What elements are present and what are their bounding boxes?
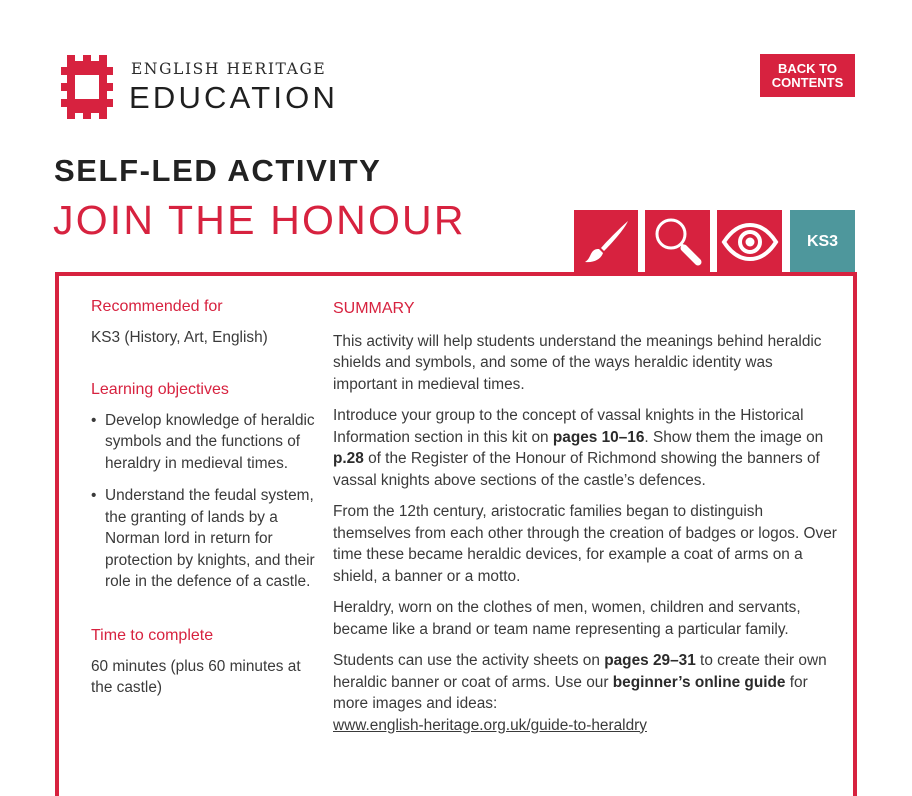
art-category-badge — [574, 210, 638, 273]
magnifying-glass-icon — [651, 215, 705, 269]
objective-item: • Develop knowledge of heraldic symbols and the functions of heraldry in medieval times. — [91, 410, 316, 475]
brand-division: EDUCATION — [129, 80, 339, 115]
back-button-line2: CONTENTS — [771, 74, 844, 90]
summary-paragraph: Heraldry, worn on the clothes of men, women, children and servants, became like a brand or team name representing a particular family. — [333, 599, 801, 638]
summary-paragraph: This activity will help students understand the meanings behind heraldic shields and symbols, and some of the ways heraldic identity was important in medieval times. — [333, 332, 822, 393]
summary-paragraph — [333, 650, 838, 736]
page-title: JOIN THE HONOUR — [53, 197, 466, 243]
text-run: for more images and ideas: — [333, 673, 808, 712]
page-reference: pages 29–31 — [604, 652, 696, 669]
activity-details — [91, 298, 316, 723]
back-button-line1: BACK TO — [778, 60, 837, 76]
objectives-heading: Learning objectives — [91, 380, 229, 398]
summary-heading: SUMMARY — [333, 300, 415, 317]
objective-item: • Understand the feudal system, the granting of lands by a Norman lord in return for protection by knights, and their role in the defence of a castle. — [91, 485, 316, 593]
page-reference: pages 10–16 — [552, 428, 645, 446]
time-heading: Time to complete — [91, 626, 214, 644]
summary-paragraph — [333, 405, 838, 491]
recommended-value: KS3 (History, Art, English) — [91, 329, 268, 346]
text-run: Introduce your group to the concept of vassal knights in the Historical Information section in this kit on — [333, 407, 804, 446]
summary-section — [333, 298, 838, 746]
objectives-list — [91, 410, 316, 593]
paintbrush-icon — [581, 217, 631, 267]
eye-icon — [721, 222, 779, 262]
recommended-heading: Recommended for — [91, 298, 223, 315]
observe-category-badge — [717, 210, 782, 273]
brand-name: ENGLISH HERITAGE — [131, 60, 327, 78]
page-reference: p.28 — [333, 450, 364, 467]
text-run: . Show them the image on — [644, 428, 824, 446]
investigate-category-badge — [645, 210, 710, 273]
summary-paragraph: From the 12th century, aristocratic families began to distinguish themselves from each other through the creation of badges or logos. Over time these became heraldic devices, for example a coat of arms on a shield, a banner or a motto. — [333, 503, 837, 585]
guide-reference: beginner’s online guide — [612, 673, 786, 691]
text-run: of the Register of the Honour of Richmond showing the banners of vassal knights above sections of the castle’s defences. — [333, 450, 820, 489]
time-value: 60 minutes (plus 60 minutes at the castle) — [91, 657, 301, 696]
text-run: to create their own heraldic banner or coat of arms. Use our — [333, 652, 827, 691]
key-stage-badge: KS3 — [790, 210, 855, 273]
heraldry-guide-link[interactable]: www.english-heritage.org.uk/guide-to-heraldry — [333, 716, 647, 734]
back-to-contents-button[interactable] — [760, 54, 855, 97]
page-subtitle: SELF-LED ACTIVITY — [54, 153, 382, 188]
english-heritage-logo — [55, 55, 119, 119]
text-run: Students can use the activity sheets on — [333, 652, 605, 669]
